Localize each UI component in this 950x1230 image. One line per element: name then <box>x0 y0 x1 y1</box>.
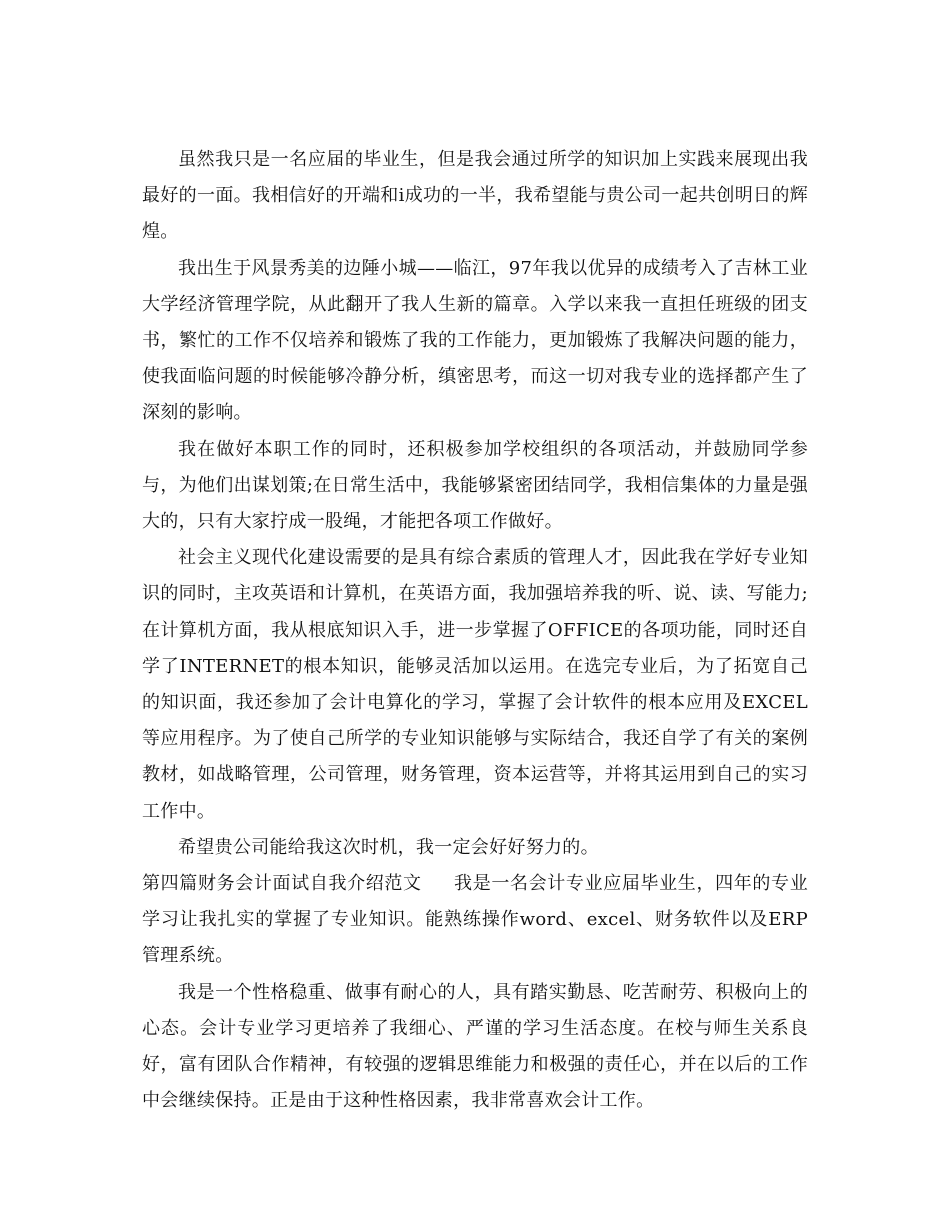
paragraph-activities: 我在做好本职工作的同时，还积极参加学校组织的各项活动，并鼓励同学参与，为他们出谋划策;在日常生活中，我能够紧密团结同学，我相信集体的力量是强大的，只有大家拧成一股绳，才能把各项工作做好。 <box>142 438 808 533</box>
paragraph-intro-graduate: 虽然我只是一名应届的毕业生，但是我会通过所学的知识加上实践来展现出我最好的一面。我相信好的开端和i成功的一半，我希望能与贵公司一起共创明日的辉煌。 <box>142 149 808 243</box>
section-four-paragraph <box>142 866 808 975</box>
document-page <box>142 142 808 1119</box>
paragraph-skills: 社会主义现代化建设需要的是具有综合素质的管理人才，因此我在学好专业知识的同时，主攻英语和计算机，在英语方面，我加强培养我的听、说、读、写能力;在计算机方面，我从根底知识入手，进一步掌握了OFFICE的各项功能，同时还自学了INTERNET的根本知识，能够灵活加以运用。在选完专业后，为了拓宽自己的知识面，我还参加了会计电算化的学习，掌握了会计软件的根本应用及EXCEL等应用程序。为了使自己所学的专业知识能够与实际结合，我还自学了有关的案例教材，如战略管理，公司管理，财务管理，资本运营等，并将其运用到自己的实习工作中。 <box>142 547 808 822</box>
paragraph-closing-hope: 希望贵公司能给我这次时机，我一定会好好努力的。 <box>178 836 599 858</box>
section-four-heading: 第四篇财务会计面试自我介绍范文 <box>142 873 422 895</box>
paragraph-personality: 我是一个性格稳重、做事有耐心的人，具有踏实勤恳、吃苦耐劳、积极向上的心态。会计专业学习更培养了我细心、严谨的学习生活态度。在校与师生关系良好，富有团队合作精神，有较强的逻辑思维能力和极强的责任心，并在以后的工作中会继续保持。正是由于这种性格因素，我非常喜欢会计工作。 <box>142 981 808 1112</box>
paragraph-birthplace-university: 我出生于风景秀美的边陲小城——临江，97年我以优异的成绩考入了吉林工业大学经济管理学院，从此翻开了我人生新的篇章。入学以来我一直担任班级的团支书，繁忙的工作不仅培养和锻炼了我的工作能力，更加锻炼了我解决问题的能力，使我面临问题的时候能够冷静分析，缜密思考，而这一切对我专业的选择都产生了深刻的影响。 <box>142 257 808 424</box>
section-four-first-text: 我是一名会计专业应届毕业生，四年的专业学习让我扎实的掌握了专业知识。能熟练操作word、excel、财务软件以及ERP管理系统。 <box>142 873 808 967</box>
